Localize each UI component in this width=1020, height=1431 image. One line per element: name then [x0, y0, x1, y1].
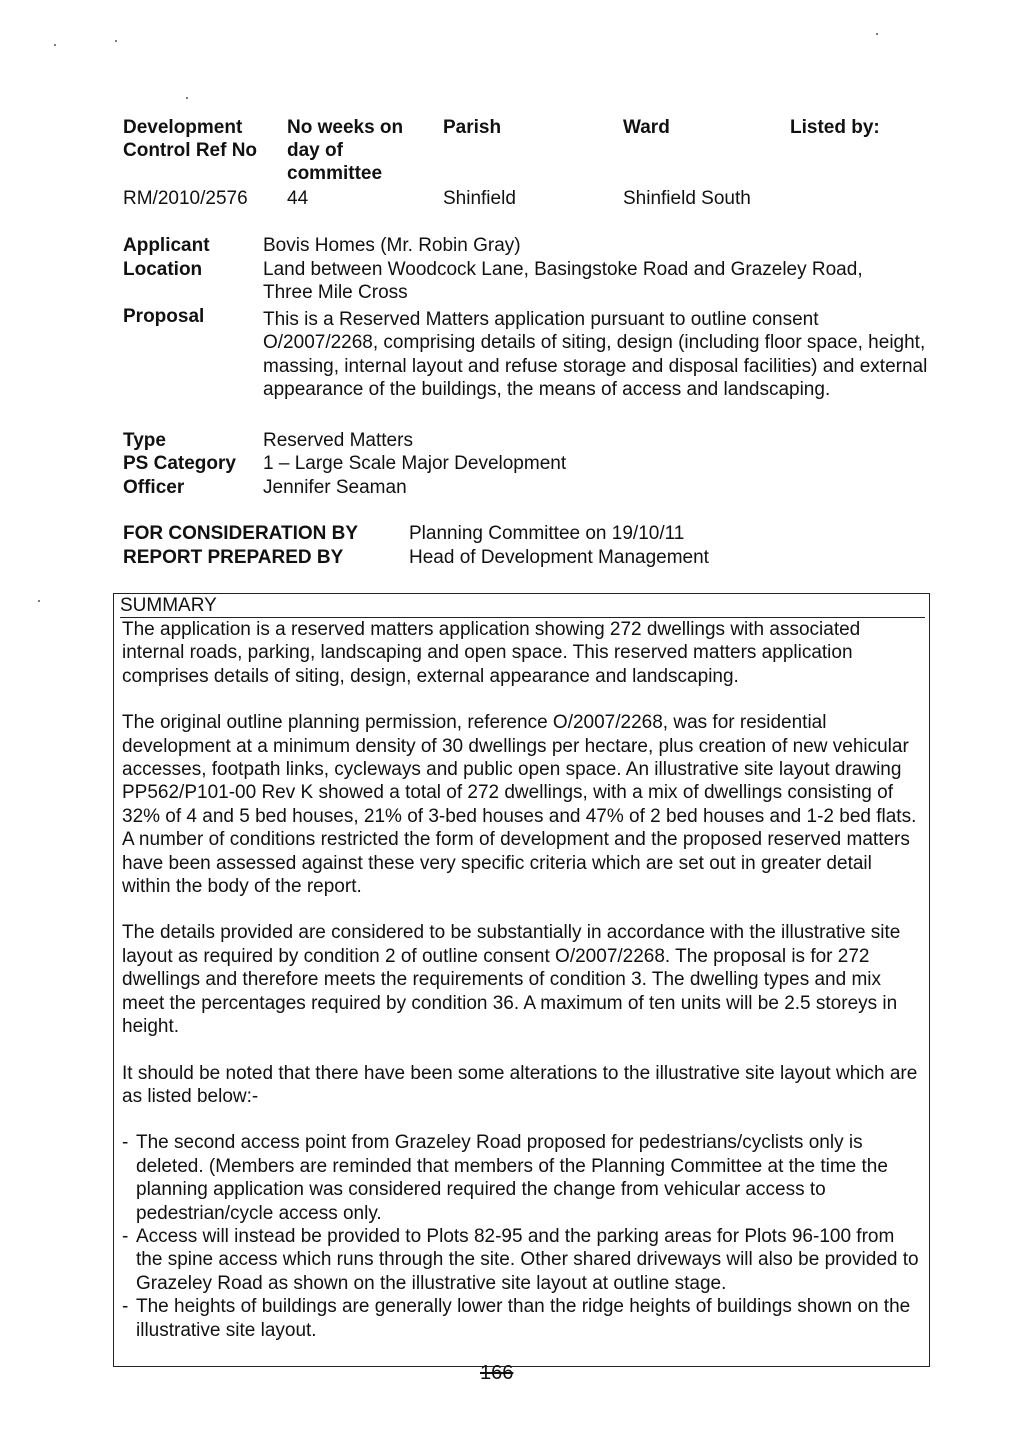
report-prepared-value: Head of Development Management — [409, 547, 709, 568]
header-weeks-label — [287, 116, 403, 185]
applicant-value: Bovis Homes (Mr. Robin Gray) — [263, 235, 521, 256]
header-ward-label: Ward — [623, 117, 670, 138]
summary-paragraph: The details provided are considered to be substantially in accordance with the illustrative site layout as required by condition 2 of outline consent O/2007/2268. The proposal is for 272 dwellings and therefore meets the requirements of condition 3. The dwelling types and mix meet the percentages required by condition 36. A maximum of ten units will be 2.5 storeys in height. — [122, 922, 901, 1038]
list-dash: - — [122, 1132, 129, 1154]
location-line1: Land between Woodcock Lane, Basingstoke Road and Grazeley Road, — [263, 259, 863, 280]
list-item-text: Access will instead be provided to Plots 82-95 and the parking areas for Plots 96-100 from the spine access which runs through the site. Other shared driveways will also be provided to Grazeley Road as shown on the illustrative site layout at outline stage. — [136, 1225, 919, 1294]
summary-box — [113, 593, 930, 1367]
weeks-value: 44 — [287, 188, 309, 209]
officer-value: Jennifer Seaman — [263, 477, 407, 498]
header-parish-label: Parish — [443, 117, 502, 138]
header-weeks-label-line3: committee — [287, 163, 383, 184]
list-item-text: The second access point from Grazeley Road proposed for pedestrians/cyclists only is deleted. (Members are reminded that members of the Planning Committee at the time the planning application was considered required the change from vehicular access to pedestrian/cycle access only. — [136, 1132, 888, 1224]
location-line2: Three Mile Cross — [263, 282, 408, 303]
page-number: 166 — [480, 1362, 514, 1384]
summary-paragraph: It should be noted that there have been some alterations to the illustrative site layout which are as listed below:- — [122, 1062, 918, 1107]
list-item — [122, 1295, 922, 1342]
proposal-value: This is a Reserved Matters application pursuant to outline consent O/2007/2268, comprising details of siting, design (including floor space, height, massing, internal layout and refuse storage and disposal facilities) and external appearance of the buildings, the means of access and landscaping. — [263, 309, 928, 401]
parish-value: Shinfield — [443, 188, 516, 209]
header-ref-label — [123, 116, 257, 162]
location-label: Location — [123, 259, 203, 280]
header-ref-label-line2: Control Ref No — [123, 140, 258, 161]
type-label: Type — [123, 430, 166, 451]
type-value: Reserved Matters — [263, 430, 413, 451]
alterations-list — [122, 1131, 922, 1342]
list-dash: - — [122, 1296, 129, 1318]
applicant-label: Applicant — [123, 235, 210, 256]
scan-speck — [115, 40, 117, 42]
list-item-text: The heights of buildings are generally lower than the ridge heights of buildings shown on the illustrative site layout. — [136, 1296, 911, 1341]
list-item — [122, 1131, 922, 1225]
summary-body — [122, 618, 922, 1342]
list-item — [122, 1225, 922, 1295]
header-listed-by-label: Listed by: — [790, 117, 880, 138]
summary-paragraph: The application is a reserved matters application showing 272 dwellings with associated internal roads, parking, landscaping and open space. This reserved matters application comprises details of siting, design, external appearance and landscaping. — [122, 619, 861, 687]
ref-no-value: RM/2010/2576 — [123, 188, 248, 209]
ps-category-label: PS Category — [123, 453, 236, 474]
scan-speck — [54, 44, 56, 46]
scan-speck — [38, 600, 40, 602]
list-dash: - — [122, 1225, 129, 1247]
officer-label: Officer — [123, 477, 185, 498]
ps-category-value: 1 – Large Scale Major Development — [263, 453, 567, 474]
report-prepared-label: REPORT PREPARED BY — [123, 547, 344, 568]
header-ref-label-line1: Development — [123, 117, 243, 138]
for-consideration-value: Planning Committee on 19/10/11 — [409, 523, 685, 544]
summary-paragraph: The original outline planning permission, reference O/2007/2268, was for residential development at a minimum density of 30 dwellings per hectare, plus creation of new vehicular accesses, footpath links, cycleways and public open space. An illustrative site layout drawing PP562/P101-00 Rev K showed a total of 272 dwellings, with a mix of dwellings consisting of 32% of 4 and 5 bed houses, 21% of 3-bed houses and 47% of 2 bed houses and 1-2 bed flats. A number of conditions restricted the form of development and the proposed reserved matters have been assessed against these very specific criteria which are set out in greater detail within the body of the report. — [122, 712, 917, 898]
ward-value: Shinfield South — [623, 188, 751, 209]
header-weeks-label-line1: No weeks on — [287, 117, 404, 138]
header-weeks-label-line2: day of — [287, 140, 343, 161]
scan-speck — [876, 33, 878, 35]
proposal-label: Proposal — [123, 306, 205, 327]
summary-title: SUMMARY — [120, 594, 925, 618]
location-value — [263, 258, 863, 304]
for-consideration-label: FOR CONSIDERATION BY — [123, 523, 359, 544]
scan-speck — [186, 97, 188, 99]
